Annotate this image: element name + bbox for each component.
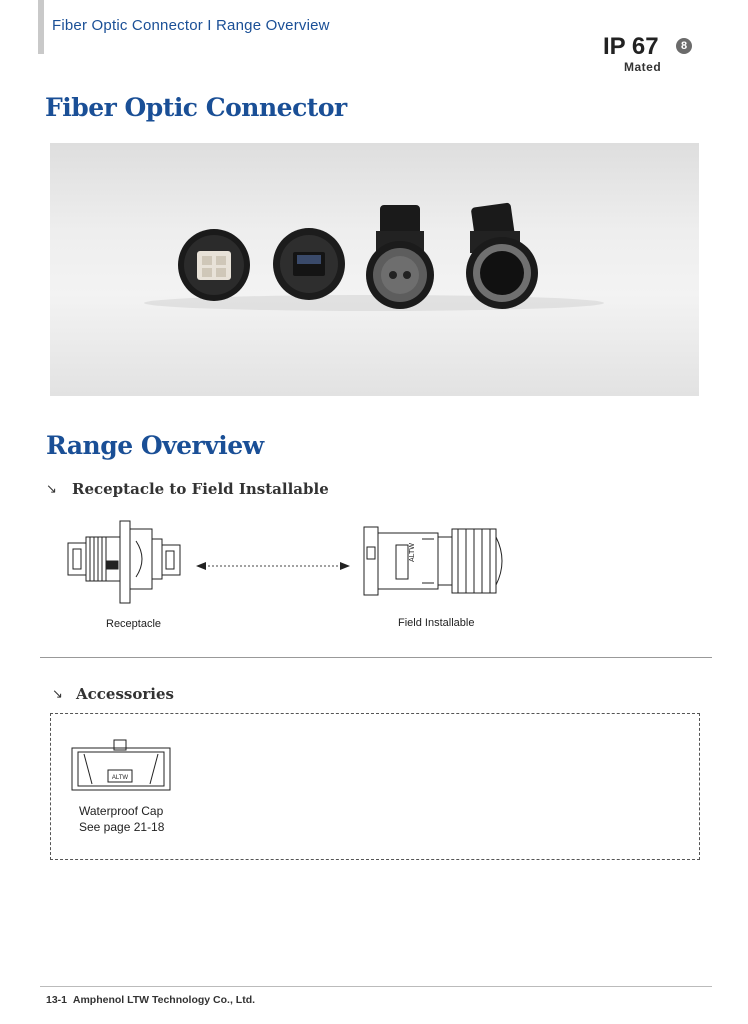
waterproof-cap-drawing [70, 738, 172, 792]
accessory-item-ref: See page 21-18 [79, 820, 165, 834]
field-installable-label: Field Installable [398, 617, 475, 629]
page-number: 13-1 [46, 994, 68, 1006]
header-title: Fiber Optic Connector I Range Overview [52, 17, 330, 34]
ip-badge: 8 [676, 38, 692, 54]
receptacle-drawing [68, 521, 180, 603]
field-brand-mark: ALTW [409, 543, 416, 562]
company-name: Amphenol LTW Technology Co., Ltd. [72, 994, 256, 1006]
range-overview-title: Range Overview [46, 431, 264, 460]
receptacle-label: Receptacle [106, 618, 162, 630]
connection-arrow [196, 562, 350, 570]
section-divider [40, 657, 712, 658]
page-title: Fiber Optic Connector [45, 93, 347, 122]
field-installable-drawing [364, 527, 502, 595]
footer-divider [40, 986, 712, 987]
accessories-heading: Accessories [76, 685, 174, 703]
arrow-down-right-icon: ↘ [52, 686, 63, 701]
ip-condition: Mated [624, 60, 662, 74]
footer [46, 994, 255, 1006]
ip-rating: IP 67 [603, 33, 659, 60]
arrow-down-right-icon: ↘ [46, 481, 57, 496]
receptacle-white-insert-image [178, 229, 250, 301]
header-accent-bar [38, 0, 44, 54]
connectors-illustration [50, 143, 699, 396]
range-diagram [60, 515, 530, 610]
cap-brand-mark: ALTW [111, 775, 129, 781]
accessory-item-name: Waterproof Cap [79, 804, 164, 818]
receptacle-field-heading: Receptacle to Field Installable [72, 480, 329, 498]
field-installable-open-image [466, 202, 538, 309]
field-installable-insert-image [366, 205, 434, 309]
product-photo [50, 143, 699, 396]
receptacle-rear-image [273, 228, 345, 300]
